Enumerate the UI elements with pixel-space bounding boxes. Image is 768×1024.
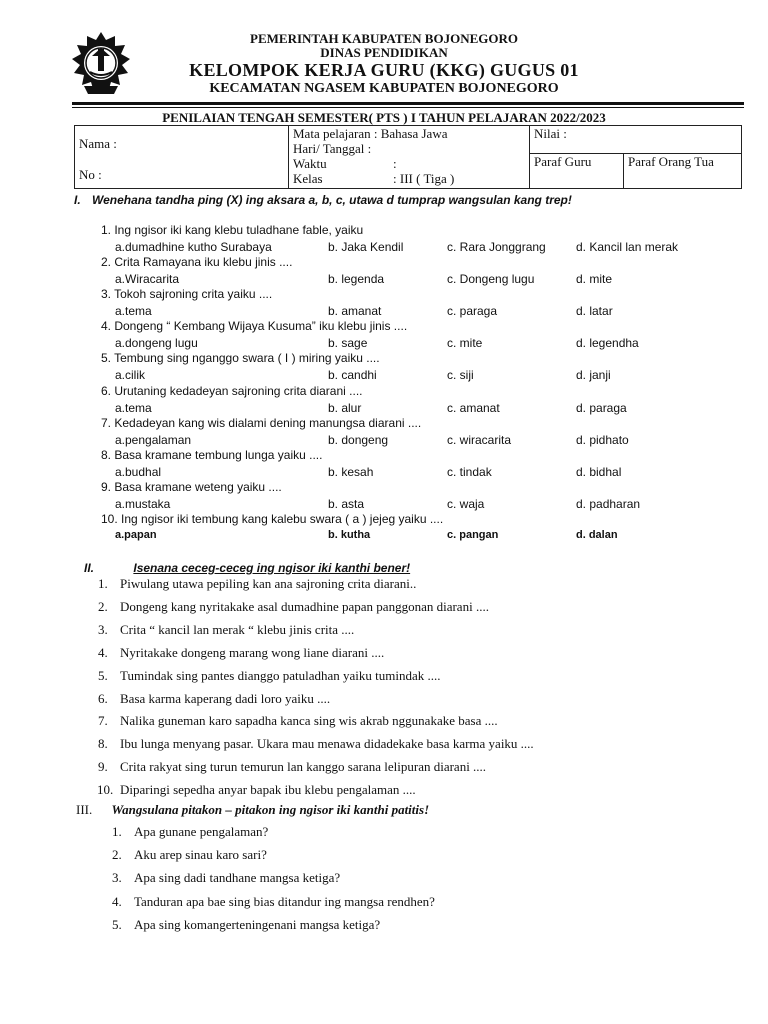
question-text: 6. Urutaning kedadeyan sajroning crita diarani .... bbox=[101, 383, 363, 398]
header-department: DINAS PENDIDIKAN bbox=[320, 45, 448, 60]
answer-option[interactable]: a.dumadhine kutho Surabaya bbox=[115, 240, 272, 254]
header-government: PEMERINTAH KABUPATEN BOJONEGORO bbox=[250, 31, 518, 46]
answer-option[interactable]: d. padharan bbox=[576, 496, 641, 511]
answer-option[interactable]: c. pangan bbox=[447, 528, 499, 541]
answer-option[interactable]: b. dongeng bbox=[328, 432, 389, 447]
fill-in-item: Crita rakyat sing turun temurun lan kanggo sarana lelipuran diarani .... bbox=[120, 759, 487, 775]
answer-option[interactable]: a.budhal bbox=[115, 464, 162, 479]
answer-option[interactable]: b. amanat bbox=[328, 304, 382, 319]
paraf-guru-cell bbox=[530, 154, 624, 189]
essay-question: Apa sing komangerteningenani mangsa ketiga? bbox=[134, 916, 381, 932]
essay-question: Tanduran apa bae sing bias ditandur ing mangsa rendhen? bbox=[134, 893, 435, 909]
subject-cell bbox=[289, 126, 530, 189]
answer-option[interactable]: c. tindak bbox=[447, 464, 492, 479]
header-kecamatan: KECAMATAN NGASEM KABUPATEN BOJONEGORO bbox=[209, 81, 559, 96]
section3-heading bbox=[76, 802, 429, 818]
answer-option[interactable]: d. pidhato bbox=[576, 432, 629, 447]
item-number: 4. bbox=[112, 893, 122, 909]
fill-in-item: Crita “ kancil lan merak “ klebu jinis crita .... bbox=[120, 621, 355, 637]
item-number: 2. bbox=[98, 598, 108, 614]
item-number: 3. bbox=[98, 621, 108, 637]
waktu-row bbox=[293, 156, 525, 171]
fill-in-item: Nalika guneman karo sapadha kanca sing wis akrab nggunakake basa .... bbox=[120, 713, 498, 729]
answer-option[interactable]: b. kesah bbox=[328, 464, 374, 479]
item-number: 9. bbox=[98, 759, 108, 775]
answer-option[interactable]: d. latar bbox=[576, 304, 613, 319]
question-text: 8. Basa kramane tembung lunga yaiku .... bbox=[101, 447, 323, 462]
section1-heading bbox=[74, 193, 572, 207]
paraf-ortu-cell bbox=[624, 154, 742, 189]
paraf-guru-label: Paraf Guru bbox=[534, 154, 592, 169]
exam-title: PENILAIAN TENGAH SEMESTER( PTS ) I TAHUN PELAJARAN 2022/2023 bbox=[162, 110, 606, 125]
answer-option[interactable]: a.cilik bbox=[115, 368, 146, 383]
kelas-value: : III ( Tiga ) bbox=[393, 171, 455, 186]
answer-option[interactable]: c. mite bbox=[447, 336, 483, 351]
answer-option[interactable]: b. legenda bbox=[328, 272, 385, 287]
question-text: 10. Ing ngisor iki tembung kang kalebu swara ( a ) jejeg yaiku .... bbox=[101, 511, 444, 526]
answer-option[interactable]: c. siji bbox=[447, 368, 474, 383]
nilai-cell bbox=[530, 126, 742, 154]
answer-option[interactable]: a.mustaka bbox=[115, 496, 171, 511]
answer-option[interactable]: b. asta bbox=[328, 496, 365, 511]
question-text: 4. Dongeng “ Kembang Wijaya Kusuma” iku klebu jinis .... bbox=[101, 319, 408, 334]
section2-instruction: Isenana ceceg-ceceg ing ngisor iki kanthi bener! bbox=[133, 561, 411, 575]
section2-heading bbox=[84, 561, 410, 575]
paraf-ortu-label: Paraf Orang Tua bbox=[628, 154, 714, 169]
answer-option[interactable]: d. legendha bbox=[576, 336, 639, 351]
answer-option[interactable]: a.Wiracarita bbox=[115, 272, 180, 287]
question-text: 5. Tembung sing nganggo swara ( I ) miring yaiku .... bbox=[101, 351, 380, 366]
question-text: 7. Kedadeyan kang wis dialami dening manungsa diarani .... bbox=[101, 415, 422, 430]
waktu-colon: : bbox=[393, 156, 397, 171]
hari-text: Hari/ Tanggal : bbox=[293, 141, 372, 156]
kelas-label: Kelas bbox=[293, 171, 323, 186]
item-number: 2. bbox=[112, 847, 122, 863]
student-info-table bbox=[74, 125, 742, 189]
waktu-label: Waktu bbox=[293, 156, 327, 171]
answer-option[interactable]: c. Dongeng lugu bbox=[447, 272, 535, 287]
answer-option[interactable]: a.tema bbox=[115, 304, 152, 319]
answer-option[interactable]: d. janji bbox=[576, 368, 611, 383]
nama-label: Nama : bbox=[79, 136, 117, 151]
item-number: 7. bbox=[98, 713, 108, 729]
answer-option[interactable]: a.pengalaman bbox=[115, 432, 192, 447]
header-kkg-title: KELOMPOK KERJA GURU (KKG) GUGUS 01 bbox=[189, 60, 579, 80]
section3-number: III. bbox=[76, 802, 93, 817]
answer-option[interactable]: c. Rara Jonggrang bbox=[447, 240, 546, 254]
question-text: 9. Basa kramane weteng yaiku .... bbox=[101, 479, 282, 494]
header-divider-thin bbox=[72, 107, 744, 108]
answer-option[interactable]: d. paraga bbox=[576, 400, 627, 415]
item-number: 1. bbox=[112, 824, 122, 839]
answer-option[interactable]: b. kutha bbox=[328, 528, 371, 541]
answer-option[interactable]: c. amanat bbox=[447, 400, 500, 415]
item-number: 1. bbox=[98, 576, 108, 591]
header-divider-thick bbox=[72, 102, 744, 105]
essay-question: Aku arep sinau karo sari? bbox=[134, 847, 267, 863]
fill-in-item: Piwulang utawa pepiling kan ana sajroning crita diarani.. bbox=[120, 576, 417, 591]
fill-in-item: Dongeng kang nyritakake asal dumadhine papan panggonan diarani .... bbox=[120, 598, 489, 614]
answer-option[interactable]: d. Kancil lan merak bbox=[576, 240, 679, 254]
answer-option[interactable]: b. sage bbox=[328, 336, 368, 351]
fill-in-item: Diparingi sepedha anyar bapak ibu klebu pengalaman .... bbox=[120, 782, 416, 798]
no-label: No : bbox=[79, 167, 102, 182]
nilai-label: Nilai : bbox=[534, 126, 567, 141]
answer-option[interactable]: d. mite bbox=[576, 272, 613, 287]
item-number: 6. bbox=[98, 690, 108, 706]
question-text: 2. Crita Ramayana iku klebu jinis .... bbox=[101, 255, 293, 270]
fill-in-item: Ibu lunga menyang pasar. Ukara mau menawa didadekake basa karma yaiku .... bbox=[120, 736, 534, 752]
item-number: 10. bbox=[97, 782, 114, 798]
item-number: 3. bbox=[112, 870, 122, 886]
answer-option[interactable]: a.tema bbox=[115, 400, 152, 415]
item-number: 5. bbox=[112, 916, 122, 932]
answer-option[interactable]: b. candhi bbox=[328, 368, 377, 383]
item-number: 5. bbox=[98, 667, 108, 683]
fill-in-item: Nyritakake dongeng marang wong liane diarani .... bbox=[120, 644, 385, 660]
section1-instruction: Wenehana tandha ping (X) ing aksara a, b, c, utawa d tumprap wangsulan kang trep! bbox=[92, 193, 572, 207]
answer-option[interactable]: d. bidhal bbox=[576, 464, 622, 479]
item-number: 8. bbox=[98, 736, 108, 752]
fill-in-item: Tumindak sing pantes dianggo patuladhan yaiku tumindak .... bbox=[120, 667, 441, 683]
fill-in-item: Basa karma kaperang dadi loro yaiku .... bbox=[120, 690, 331, 706]
question-text: 1. Ing ngisor iki kang klebu tuladhane fable, yaiku bbox=[101, 223, 364, 237]
nama-cell bbox=[75, 126, 289, 189]
section2-number: II. bbox=[84, 561, 95, 575]
answer-option[interactable]: a.dongeng lugu bbox=[115, 336, 198, 351]
answer-option[interactable]: b. Jaka Kendil bbox=[328, 240, 404, 254]
question-text: 3. Tokoh sajroning crita yaiku .... bbox=[101, 287, 273, 302]
answer-option[interactable]: d. dalan bbox=[576, 528, 618, 541]
essay-question: Apa gunane pengalaman? bbox=[134, 824, 269, 839]
answer-option[interactable]: a.papan bbox=[115, 528, 157, 541]
mapel-text: Mata pelajaran : Bahasa Jawa bbox=[293, 126, 448, 141]
section3-instruction: Wangsulana pitakon – pitakon ing ngisor iki kanthi patitis! bbox=[111, 802, 430, 817]
answer-option[interactable]: c. paraga bbox=[447, 304, 498, 319]
answer-option[interactable]: b. alur bbox=[328, 400, 362, 415]
kelas-row bbox=[293, 171, 525, 186]
section1-number: I. bbox=[74, 193, 81, 207]
item-number: 4. bbox=[98, 644, 108, 660]
essay-question: Apa sing dadi tandhane mangsa ketiga? bbox=[134, 870, 341, 886]
answer-option[interactable]: c. waja bbox=[447, 496, 485, 511]
answer-option[interactable]: c. wiracarita bbox=[447, 432, 512, 447]
